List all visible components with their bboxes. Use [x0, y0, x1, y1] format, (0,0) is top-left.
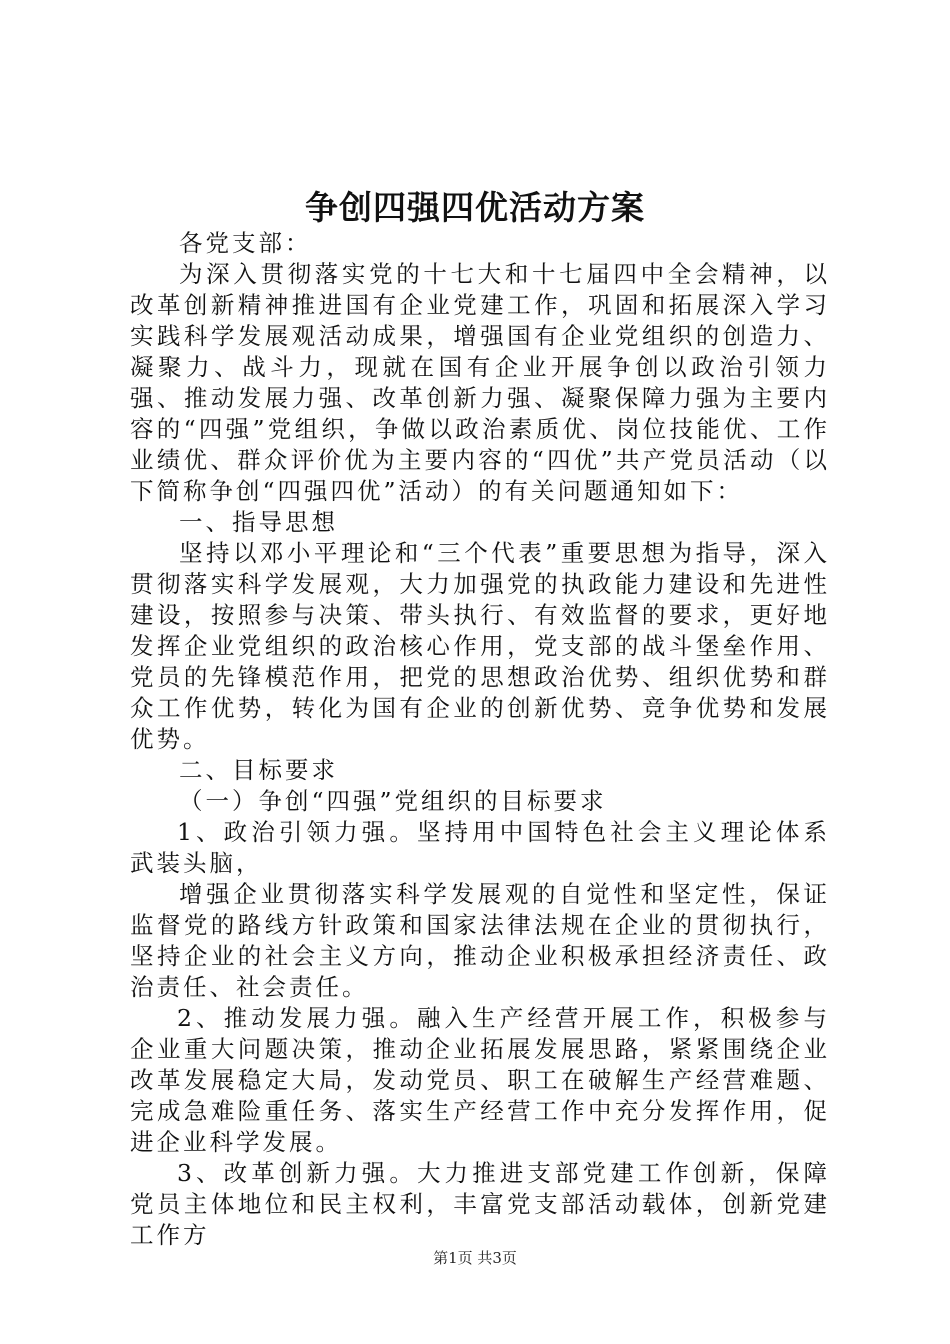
- section-heading-guiding-ideology: 一、指导思想: [179, 508, 338, 536]
- paragraph-item-2: 2、推动发展力强。融入生产经营开展工作，积极参与企业重大问题决策，推动企业拓展发展思路，紧紧围绕企业改革发展稳定大局，发动党员、职工在破解生产经营难题、完成急难险重任务、落实生产经营工作中充分发挥作用，促进企业科学发展。: [130, 1004, 830, 1156]
- document-body: [130, 228, 830, 1251]
- document-title: 争创四强四优活动方案: [305, 188, 645, 227]
- section-heading-goals: 二、目标要求: [179, 756, 338, 784]
- paragraph-intro: 为深入贯彻落实党的十七大和十七届四中全会精神，以改革创新精神推进国有企业党建工作，巩固和拓展深入学习实践科学发展观活动成果，增强国有企业党组织的创造力、凝聚力、战斗力，现就在国有企业开展争创以政治引领力强、推动发展力强、改革创新力强、凝聚保障力强为主要内容的“四强”党组织，争做以政治素质优、岗位技能优、工作业绩优、群众评价优为主要内容的“四优”共产党员活动（以下简称争创“四强四优”活动）的有关问题通知如下：: [130, 260, 830, 505]
- paragraph-item-3: 3、改革创新力强。大力推进支部党建工作创新，保障党员主体地位和民主权利，丰富党支部活动载体，创新党建工作方: [130, 1159, 830, 1249]
- subsection-heading-four-strong: （一）争创“四强”党组织的目标要求: [179, 787, 607, 815]
- paragraph-salutation: 各党支部：: [179, 229, 312, 257]
- page-footer: 第1页 共3页: [433, 1249, 517, 1267]
- paragraph-item-1-cont: 增强企业贯彻落实科学发展观的自觉性和坚定性，保证监督党的路线方针政策和国家法律法规在企业的贯彻执行，坚持企业的社会主义方向，推动企业积极承担经济责任、政治责任、社会责任。: [130, 880, 830, 1001]
- paragraph-item-1: 1、政治引领力强。坚持用中国特色社会主义理论体系武装头脑，: [130, 818, 830, 877]
- paragraph-guiding-ideology: 坚持以邓小平理论和“三个代表”重要思想为指导，深入贯彻落实科学发展观，大力加强党的执政能力建设和先进性建设，按照参与决策、带头执行、有效监督的要求，更好地发挥企业党组织的政治核心作用，党支部的战斗堡垒作用、党员的先锋模范作用，把党的思想政治优势、组织优势和群众工作优势，转化为国有企业的创新优势、竞争优势和发展优势。: [130, 539, 830, 753]
